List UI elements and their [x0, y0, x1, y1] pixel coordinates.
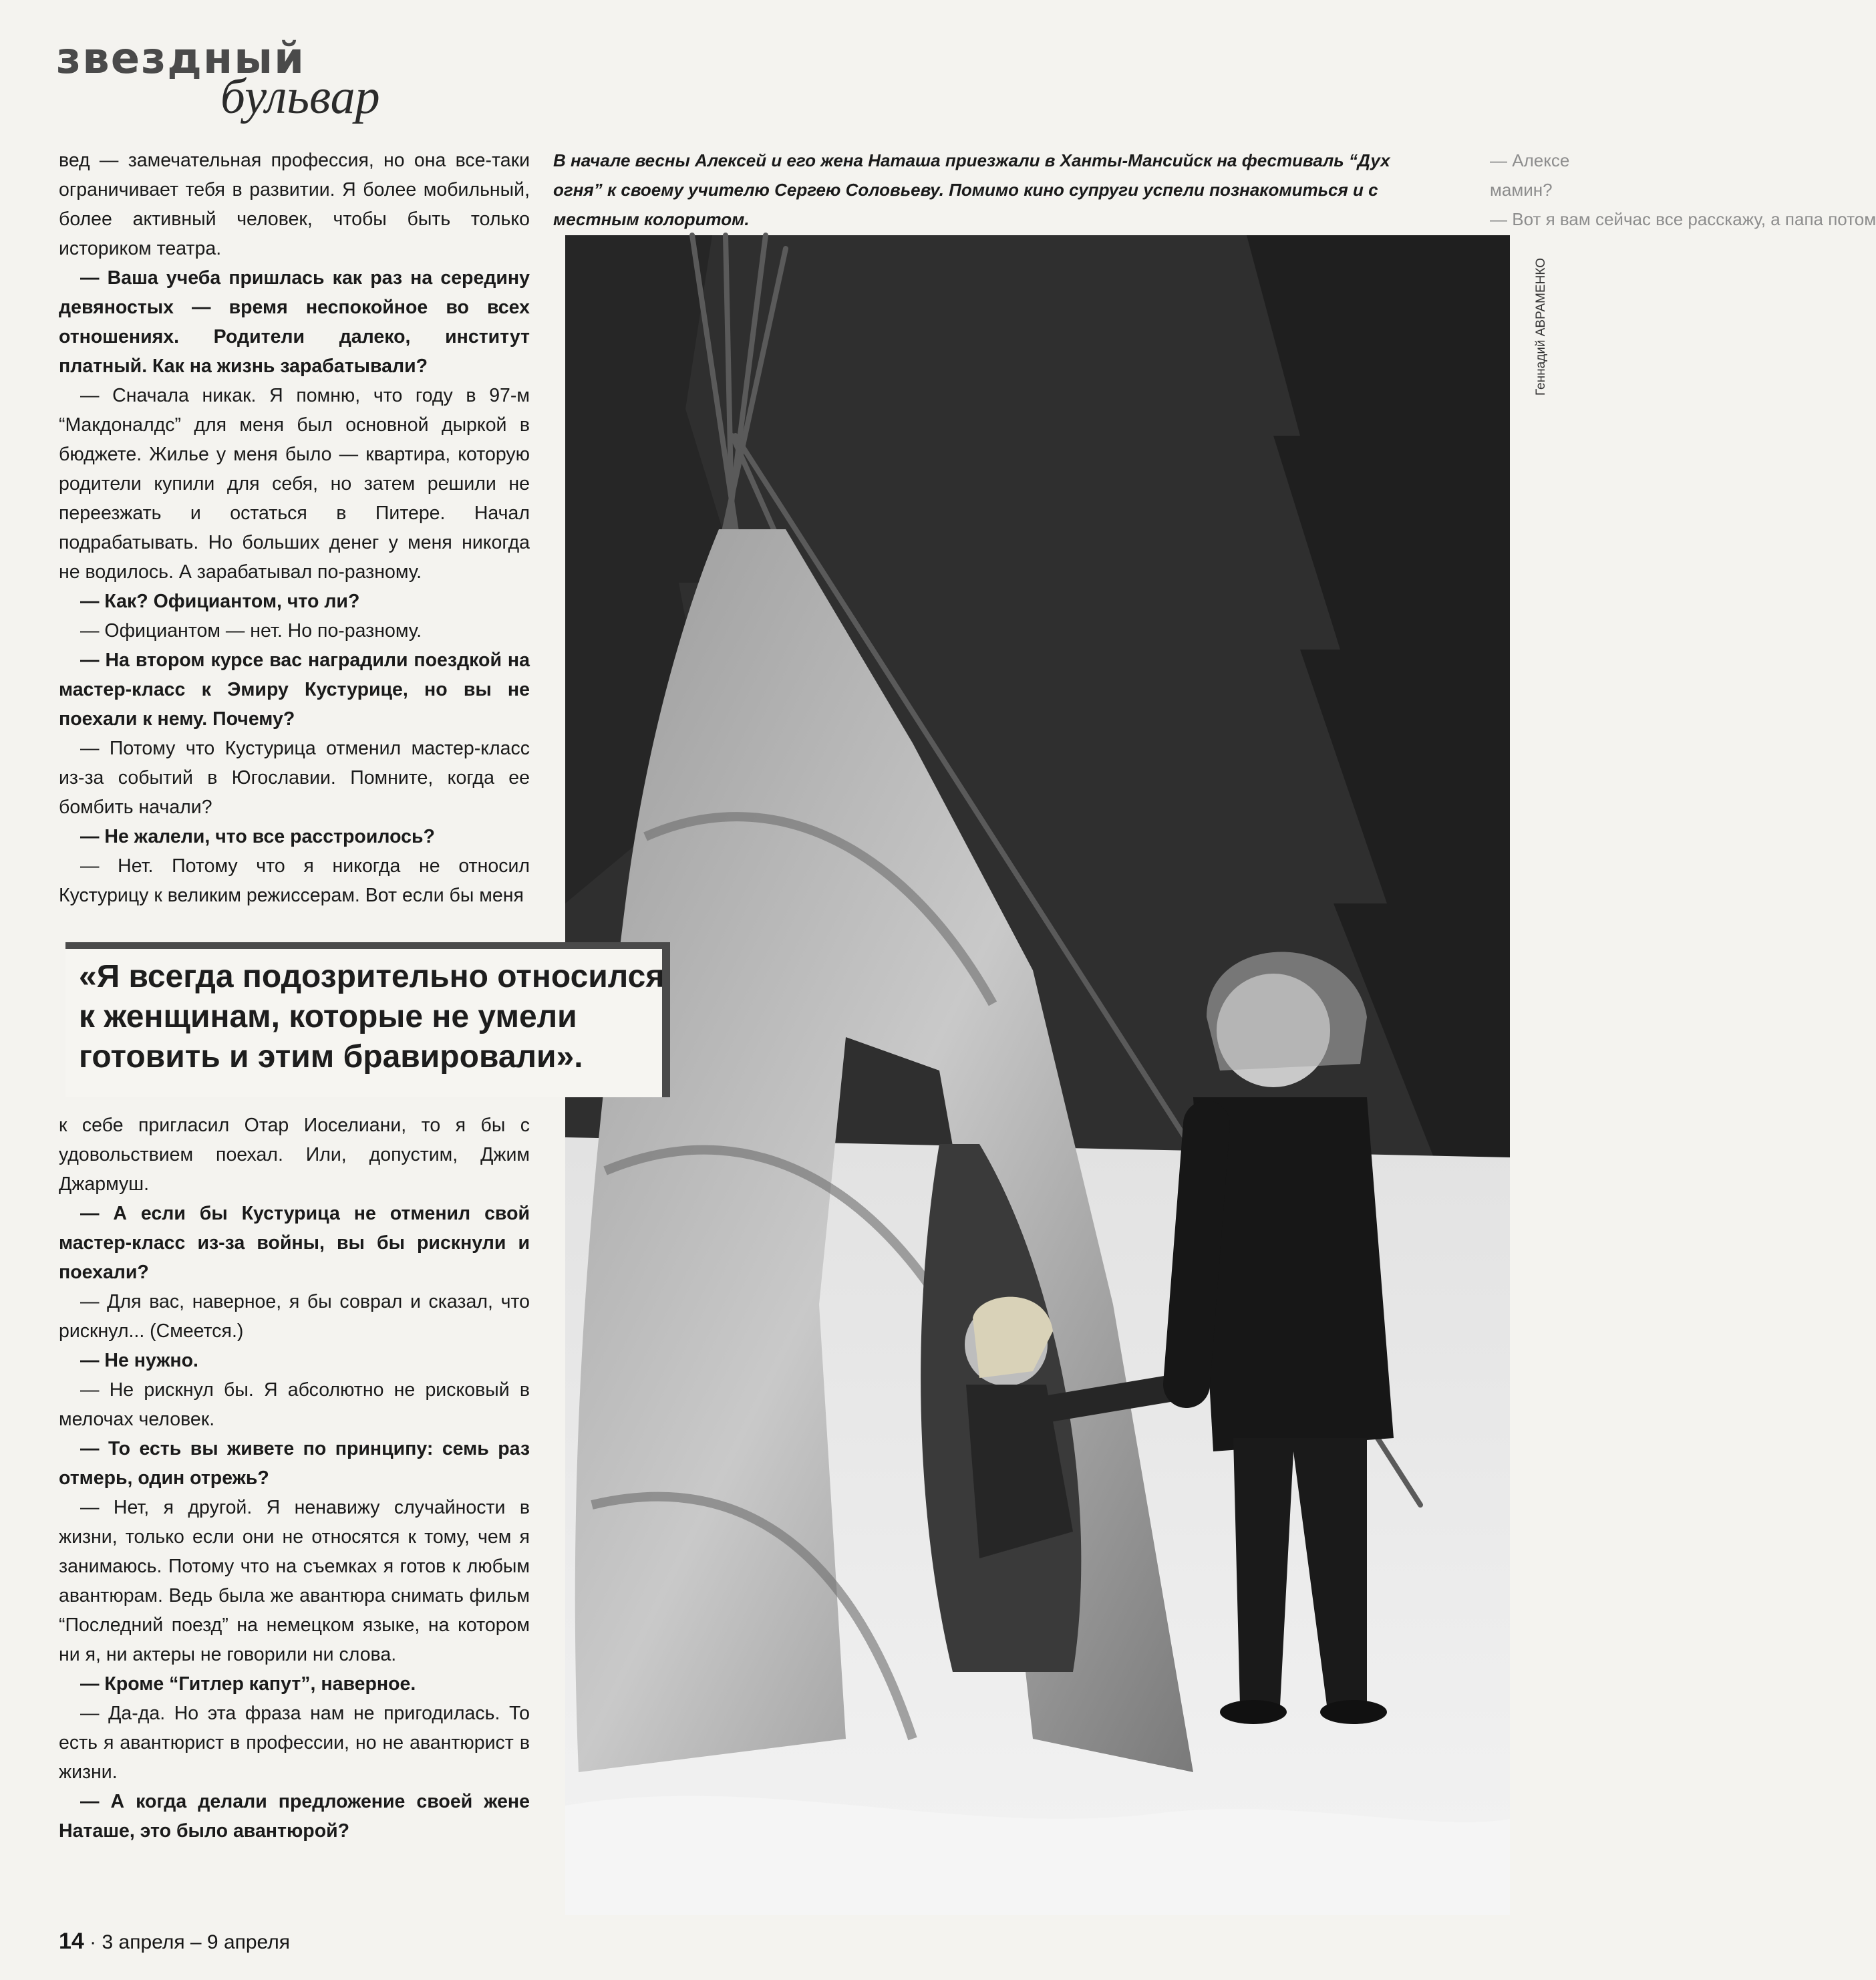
interview-answer: — Потому что Кустурица отменил мастер-класс из-за событий в Югославии. Помните, когда ее бомбить начали?	[59, 738, 530, 818]
bleed-line: мамин?	[1490, 180, 1553, 200]
photo-illustration	[565, 235, 1510, 1915]
pull-quote: «Я всегда подозрительно относился к женщинам, которые не умели готовить и этим бравировали».	[79, 959, 665, 1075]
rubric-title-bottom: бульвар	[220, 69, 380, 124]
page-number: 14	[59, 1929, 84, 1954]
photo-tepee-couple	[565, 235, 1510, 1915]
bleed-line: — Вот я вам сейчас все расскажу, а папа потом	[1490, 209, 1876, 229]
paragraph: вед — замечательная профессия, но она все-таки ограничивает тебя в развитии. Я более мобильный, более активный человек, чтобы быть только историком театра.	[59, 150, 530, 259]
rubric-title-top: звездный	[56, 34, 305, 84]
page-footer	[59, 1930, 290, 1953]
interview-question: — Кроме “Гитлер капут”, наверное.	[80, 1673, 416, 1695]
interview-answer: — Для вас, наверное, я бы соврал и сказал, что рискнул... (Смеется.)	[59, 1291, 530, 1342]
photo-credit	[1511, 235, 1548, 396]
interview-question: — На втором курсе вас наградили поездкой на мастер-класс к Эмиру Кустурице, но вы не поехали к нему. Почему?	[59, 650, 530, 730]
interview-answer: — Нет. Потому что я никогда не относил Кустурицу к великим режиссерам. Вот если бы меня	[59, 855, 530, 906]
photo-caption: В начале весны Алексей и его жена Наташа приезжали в Ханты-Мансийск на фестиваль “Дух огня” к своему учителю Сергею Соловьеву. Помимо кино супруги успели познакомиться и с местным колоритом.	[553, 150, 1390, 229]
interview-answer: — Да-да. Но эта фраза нам не пригодилась. То есть я авантюрист в профессии, но не авантюрист в жизни.	[59, 1703, 530, 1783]
article-column-bottom	[59, 1111, 530, 1846]
interview-answer: — Не рискнул бы. Я абсолютно не рисковый в мелочах человек.	[59, 1379, 530, 1430]
paragraph: к себе пригласил Отар Иоселиани, то я бы с удовольствием поехал. Или, допустим, Джим Джармуш.	[59, 1115, 530, 1195]
interview-question: — А когда делали предложение своей жене Наташе, это было авантюрой?	[59, 1791, 530, 1842]
interview-question: — А если бы Кустурица не отменил свой мастер-класс из-за войны, вы бы рискнули и поехали?	[59, 1203, 530, 1283]
bleed-line: — Алексе	[1490, 150, 1570, 170]
issue-dates: · 3 апреля – 9 апреля	[90, 1931, 290, 1953]
interview-answer: — Нет, я другой. Я ненавижу случайности в жизни, только если они не относятся к тому, чем я занимаюсь. Потому что на съемках я готов к любым авантюрам. Ведь была же авантюра снимать фильм “Последний поезд” на немецком языке, на котором ни я, ни актеры не говорили ни слова.	[59, 1497, 530, 1665]
photo-credit-text: Геннадий АВРАМЕНКО	[1534, 257, 1548, 396]
interview-question: — Как? Официантом, что ли?	[80, 591, 360, 612]
interview-question: — То есть вы живете по принципу: семь раз отмерь, один отрежь?	[59, 1438, 530, 1489]
interview-answer: — Официантом — нет. Но по-разному.	[80, 620, 422, 642]
interview-question: — Не нужно.	[80, 1350, 198, 1371]
bleed-through-text	[1490, 146, 1876, 234]
interview-question: — Не жалели, что все расстроилось?	[80, 826, 435, 847]
interview-answer: — Сначала никак. Я помню, что году в 97-м “Макдоналдс” для меня был основной дыркой в бюджете. Жилье у меня было — квартира, которую родители купили для себя, но затем решили не переезжать и остаться в Питере. Начал подрабатывать. Но больших денег у меня никогда не водилось. А зарабатывал по-разному.	[59, 385, 530, 583]
article-column-top	[59, 146, 530, 910]
interview-question: — Ваша учеба пришлась как раз на середину девяностых — время неспокойное во всех отношениях. Родители далеко, институт платный. Как на жизнь зарабатывали?	[59, 267, 530, 377]
